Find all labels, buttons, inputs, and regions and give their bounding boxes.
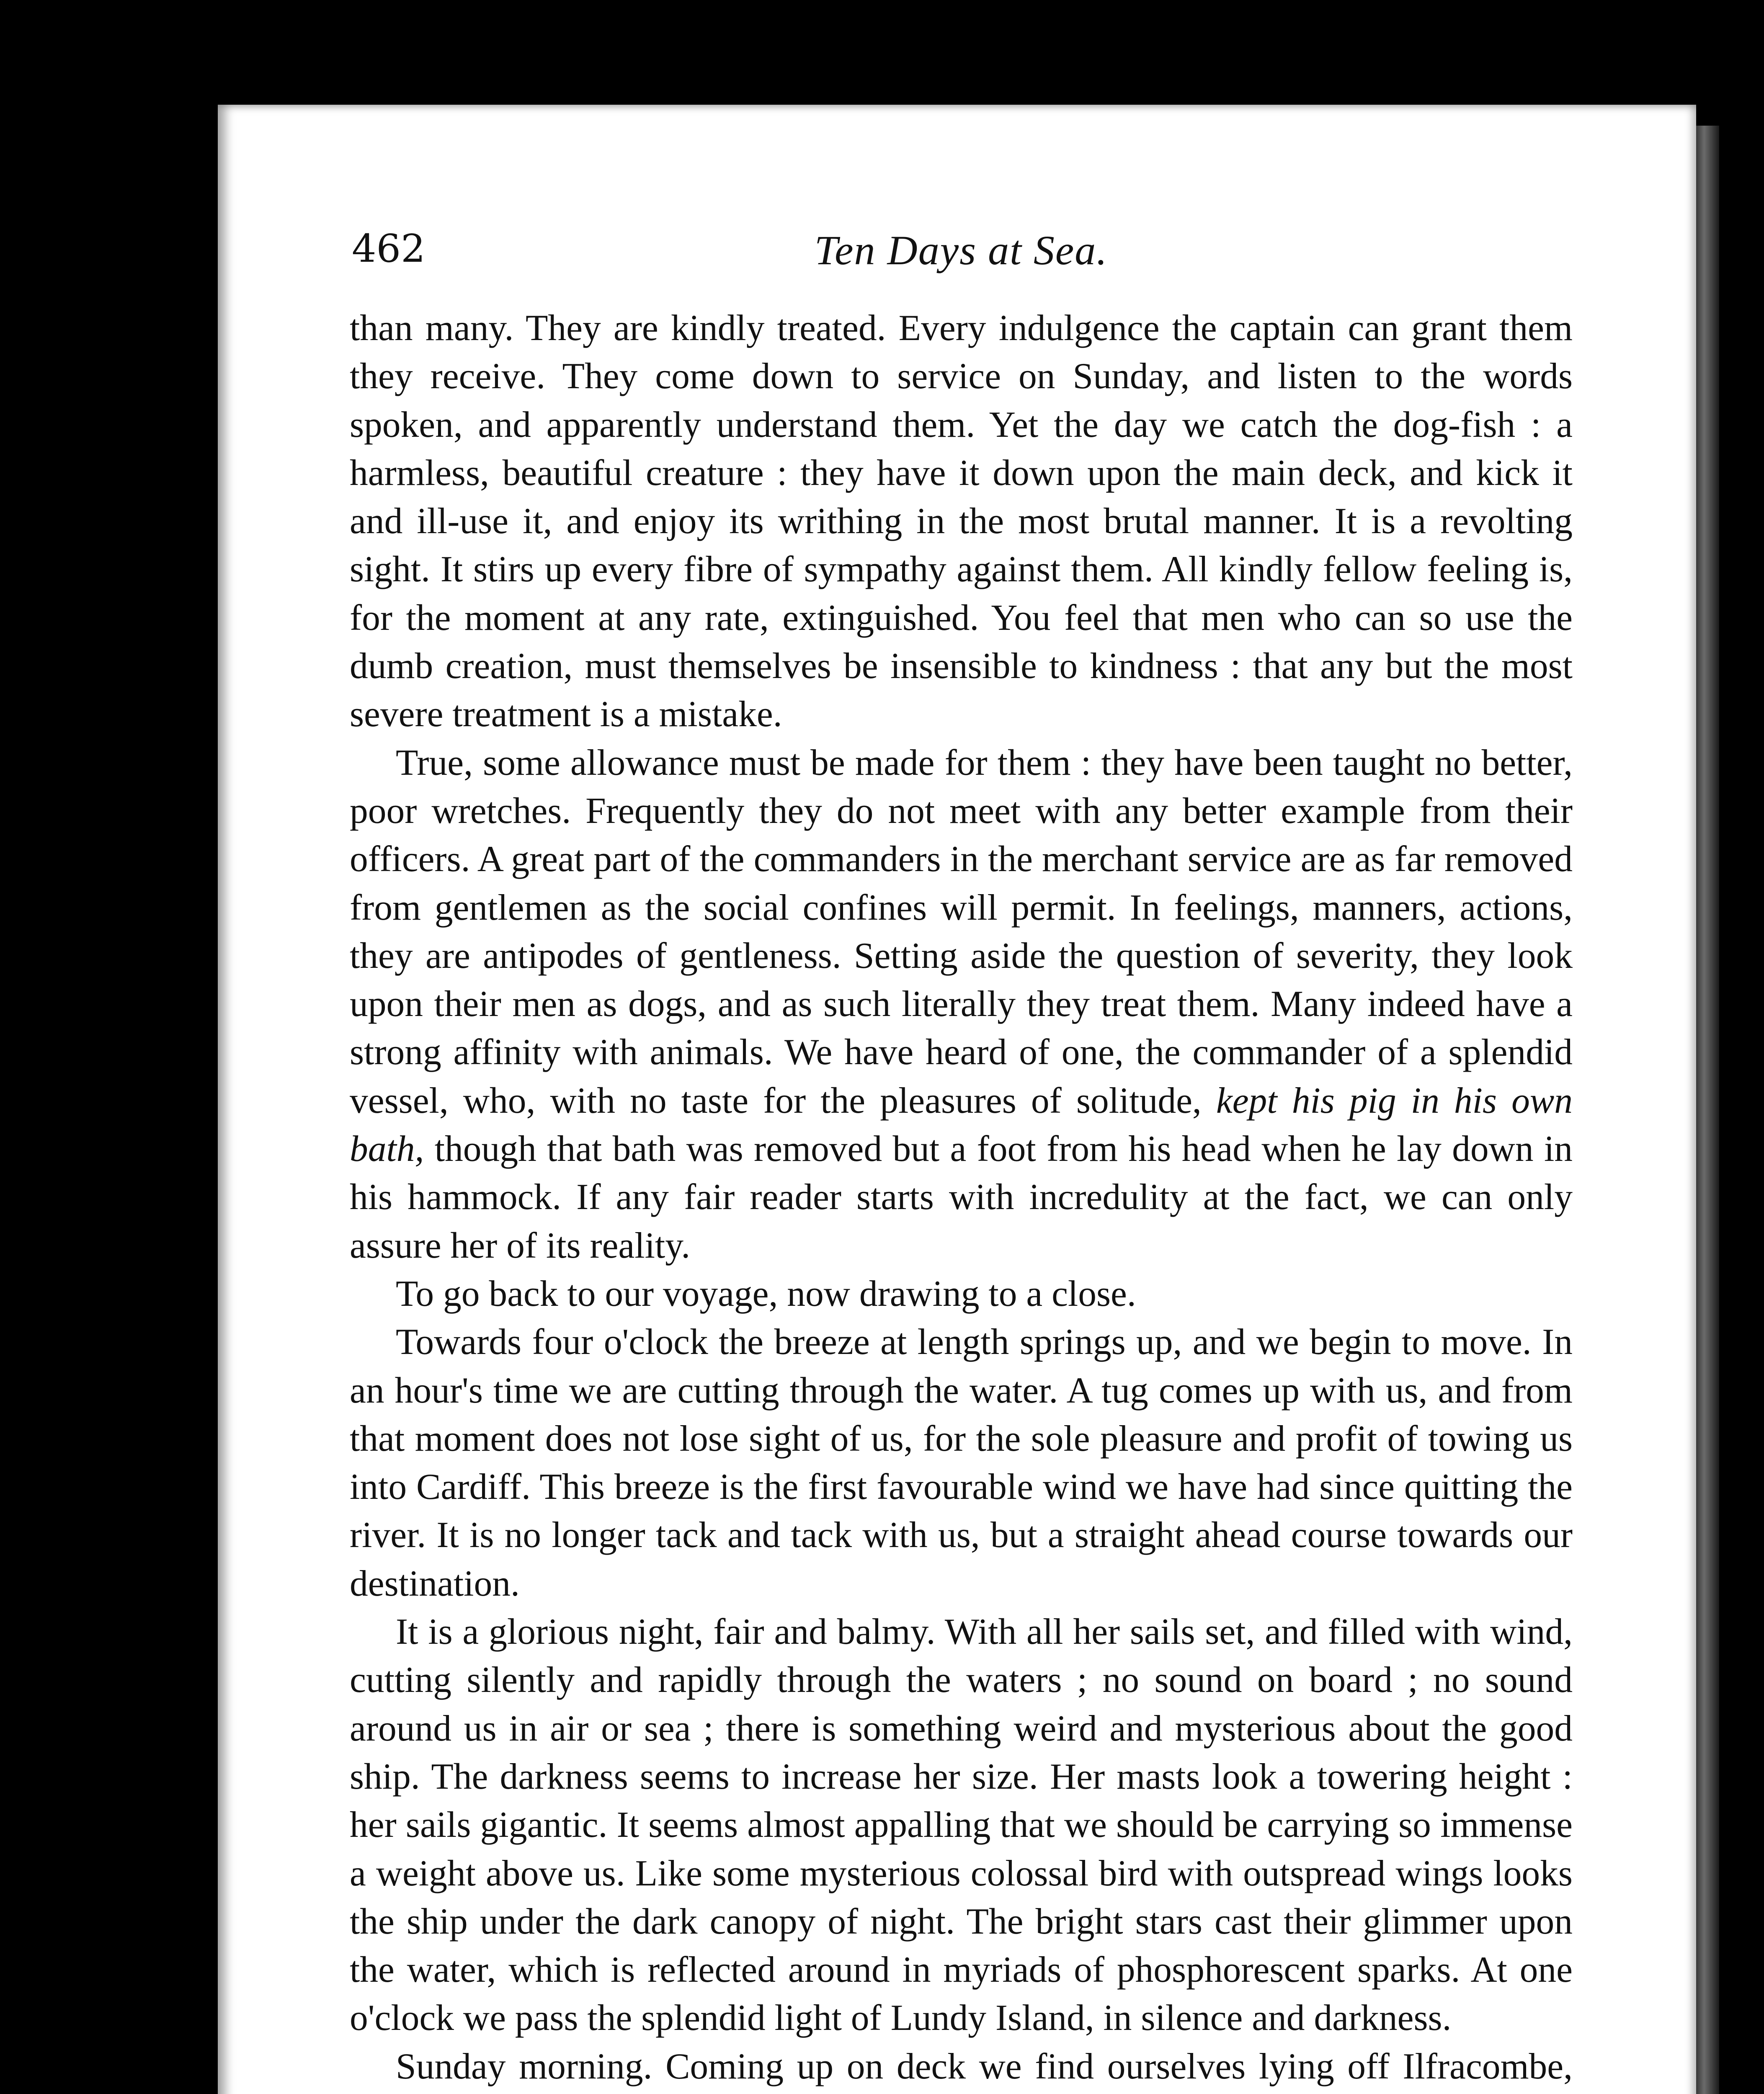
paragraph: Towards four o'clock the breeze at length springs up, and we begin to move. In an hour's time we are cutting through the water. A tug comes up with us, and from that moment does not lose sight of us, for the sole pleasure and profit of towing us into Cardiff. This breeze is the first favourable wind we have had since quitting the river. It is no longer tack and tack with us, but a straight ahead course towards our destination. (350, 1321, 1573, 1604)
italic-phrase: kept his pig in his own bath, (350, 1080, 1573, 1169)
paragraph: To go back to our voyage, now drawing to a close. (396, 1273, 1136, 1314)
page-number: 462 (352, 226, 426, 271)
body-text (350, 304, 1573, 2094)
running-title: Ten Days at Sea. (814, 227, 1108, 273)
paragraph: True, some allowance must be made for them : they have been taught no better, poor wretches. Frequently they do not meet with any better example from their officers. A great part of the commanders in the merchant service are as far removed from gentlemen as the social confines will permit. In feelings, manners, actions, they are antipodes of gentleness. Setting aside the question of severity, they look upon their men as dogs, and as such literally they treat them. Many indeed have a strong affinity with animals. We have heard of one, the commander of a splendid vessel, who, with no taste for the pleasures of solitude, kept his pig in his own bath, though that bath was removed but a foot from his head when he lay down in his hammock. If any fair reader starts with incredulity at the fact, we can only assure her of its reality. (350, 742, 1573, 1266)
paragraph-continued: than many. They are kindly treated. Every indulgence the captain can grant them they receive. They come down to service on Sunday, and listen to the words spoken, and apparently understand them. Yet the day we catch the dog-fish : a harmless, beautiful creature : they have it down upon the main deck, and kick it and ill-use it, and enjoy its writhing in the most brutal manner. It is a revolting sight. It stirs up every fibre of sympathy against them. All kindly fellow feeling is, for the moment at any rate, extinguished. You feel that men who can so use the dumb creation, must themselves be insensible to kindness : that any but the most severe treatment is a mistake. (350, 307, 1573, 735)
paragraph: It is a glorious night, fair and balmy. With all her sails set, and filled with wind, cutting silently and rapidly through the waters ; no sound on board ; no sound around us in air or sea ; there is something weird and mysterious about the good ship. The darkness seems to increase her size. Her masts look a towering height : her sails gigantic. It seems almost appalling that we should be carrying so immense a weight above us. Like some mysterious colossal bird with outspread wings looks the ship under the dark canopy of night. The bright stars cast their glimmer upon the water, which is reflected around in myriads of phosphorescent sparks. At one o'clock we pass the splendid light of Lundy Island, in silence and darkness. (350, 1611, 1573, 2038)
paragraph: Sunday morning. Coming up on deck we find ourselves lying off Ilfracombe, (396, 2045, 1573, 2086)
running-head (352, 226, 1571, 285)
page-edge (1694, 126, 1719, 2094)
